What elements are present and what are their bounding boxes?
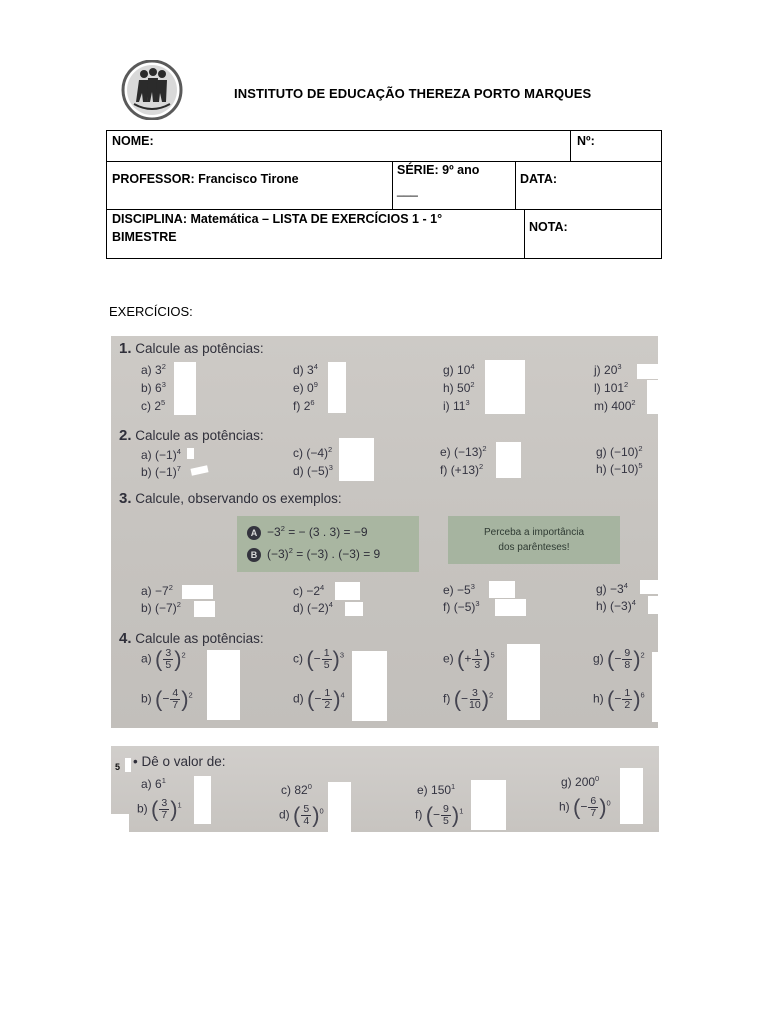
answer-cover-box	[352, 651, 387, 721]
q3-item-e: $e) -5^3$	[443, 582, 475, 597]
question-number: 4.	[119, 630, 132, 647]
numero-field-label: Nº:	[577, 134, 595, 148]
q1-item-g: g) $10^4$	[443, 362, 475, 377]
answer-cover-box	[637, 364, 658, 379]
nota-field-label: NOTA:	[529, 220, 568, 234]
q2-item-f: f) $(+13)^2$	[440, 462, 484, 477]
worksheet-photo-exercise-5	[111, 746, 659, 832]
q3-item-c: $c) -2^4$	[293, 583, 325, 598]
q1-item-m: m) $400^2$	[594, 398, 636, 413]
example-a-badge: A	[247, 526, 261, 540]
q4-item-g: g) (− $\frac{9}{8}$ )$^2$	[593, 646, 645, 672]
answer-cover-box	[187, 448, 194, 459]
question-text: Calcule as potências:	[135, 631, 264, 646]
q1-item-f: f) $2^6$	[293, 398, 315, 413]
question-1-title	[119, 340, 264, 357]
answer-cover-box	[111, 814, 129, 832]
serie-blank-line: ___	[397, 183, 418, 197]
question-number: 1.	[119, 340, 132, 357]
q1-item-e: e) $0^9$	[293, 380, 318, 395]
answer-cover-box	[190, 465, 208, 475]
institution-name: INSTITUTO DE EDUCAÇÃO THEREZA PORTO MARQUES	[234, 86, 592, 101]
table-col-divider	[570, 131, 571, 161]
answer-cover-box	[194, 776, 211, 824]
q4-item-f: f) (− $\frac{3}{10}$ )$^2$	[443, 686, 494, 712]
q2-item-b: b) $(-1)^7$	[141, 464, 181, 479]
q1-item-h: h) $50^2$	[443, 380, 475, 395]
student-info-table	[106, 130, 662, 259]
table-row-divider	[107, 161, 661, 162]
q5-item-f: f) (− $\frac{9}{5}$ )$^1$	[415, 802, 464, 828]
answer-cover-box	[471, 780, 506, 830]
q3-item-f: f) $(-5)^3$	[443, 599, 480, 614]
q1-item-a: a) $3^2$	[141, 362, 166, 377]
question-text: Dê o valor de:	[141, 754, 226, 769]
question-5-title: • Dê o valor de:	[133, 754, 226, 769]
q4-item-h: h) (− $\frac{1}{2}$ )$^6$	[593, 686, 645, 712]
answer-cover-box	[640, 580, 658, 594]
q1-item-c: c) $2^5$	[141, 398, 166, 413]
question-4-title	[119, 630, 264, 647]
q2-item-e: e) $(-13)^2$	[440, 444, 487, 459]
q4-item-a: a) ( $\frac{3}{5}$ )$^2$	[141, 646, 186, 672]
worksheet-photo-exercises-1-4	[111, 336, 658, 728]
disciplina-field-line1: DISCIPLINA: Matemática – LISTA DE EXERCÍCIOS 1 - 1°	[112, 212, 443, 226]
parentheses-note-box	[448, 516, 620, 564]
q2-item-g: g) $(-10)^2$	[596, 444, 643, 459]
answer-cover-box	[485, 360, 525, 414]
answer-cover-box	[489, 581, 515, 598]
q1-item-i: i) $11^3$	[443, 398, 470, 413]
answer-cover-box	[207, 650, 240, 720]
note-line-1: Perceba a importância	[483, 527, 585, 538]
q1-item-b: b) $6^3$	[141, 380, 166, 395]
answer-cover-box	[125, 758, 131, 772]
q5-item-c: c) $82^0$	[281, 782, 312, 797]
exercises-heading: EXERCÍCIOS:	[109, 304, 193, 319]
example-b: B $(-3)^2 = (-3)$ . (−3) = 9	[247, 546, 380, 562]
table-col-divider	[392, 161, 393, 209]
table-row-divider	[107, 209, 661, 210]
table-col-divider	[524, 209, 525, 259]
q3-item-g: $g) -3^4$	[596, 581, 628, 596]
q4-item-b: b) (− $\frac{4}{7}$ )$^2$	[141, 686, 193, 712]
answer-cover-box	[174, 362, 196, 415]
question-number: 3.	[119, 490, 132, 507]
question-text: Calcule as potências:	[135, 341, 264, 356]
q2-item-d: d) $(-5)^3$	[293, 463, 333, 478]
serie-field: SÉRIE: 9º ano	[397, 163, 480, 177]
q5-item-b: b) ( $\frac{3}{7}$ )$^1$	[137, 796, 182, 822]
q2-item-c: c) $(-4)^2$	[293, 445, 333, 460]
q5-item-d: d) ( $\frac{5}{4}$ )$^0$	[279, 802, 324, 828]
q1-item-l: l) $101^2$	[594, 380, 629, 395]
note-line-2: dos parênteses!	[498, 542, 570, 553]
professor-field: PROFESSOR: Francisco Tirone	[112, 172, 299, 186]
q1-item-j: j) $20^3$	[594, 362, 622, 377]
question-text: Calcule, observando os exemplos:	[135, 491, 342, 506]
answer-cover-box	[194, 601, 215, 617]
q5-item-g: g) $200^0$	[561, 774, 600, 789]
answer-cover-box	[328, 782, 351, 832]
example-b-badge: B	[247, 548, 261, 562]
q3-item-b: b) $(-7)^2$	[141, 600, 181, 615]
q3-item-h: h) $(-3)^4$	[596, 598, 636, 613]
answer-cover-box	[335, 582, 360, 600]
question-text: Calcule as potências:	[135, 428, 264, 443]
q5-item-e: e) $150^1$	[417, 782, 456, 797]
answer-cover-box	[507, 644, 540, 720]
answer-cover-box	[345, 602, 363, 616]
q2-item-h: h) $(-10)^5$	[596, 461, 643, 476]
data-field-label: DATA:	[520, 172, 558, 186]
q4-item-d: d) (− $\frac{1}{2}$ )$^4$	[293, 686, 345, 712]
question-2-title	[119, 427, 264, 444]
q3-item-d: d) $(-2)^4$	[293, 600, 333, 615]
q3-item-a: $a) -7^2$	[141, 583, 173, 598]
example-a: $A -3^2$ = − (3 . 3) = −9	[247, 524, 368, 540]
nome-field-label: NOME:	[112, 134, 154, 148]
answer-cover-box	[620, 768, 643, 824]
q4-item-e: e) (+ $\frac{1}{3}$ )$^5$	[443, 646, 495, 672]
answer-cover-box	[182, 585, 213, 599]
disciplina-field-line2: BIMESTRE	[112, 230, 177, 244]
answer-cover-box	[495, 599, 526, 616]
q4-item-c: c) (− $\frac{1}{5}$ )$^3$	[293, 646, 345, 672]
question-number: 2.	[119, 427, 132, 444]
q5-item-h: h) (− $\frac{6}{7}$ )$^0$	[559, 794, 611, 820]
table-col-divider	[515, 161, 516, 209]
answer-cover-box	[339, 438, 374, 481]
answer-cover-box	[652, 652, 658, 722]
question-3-title	[119, 490, 342, 507]
q5-item-a: a) $6^1$	[141, 776, 166, 791]
answer-cover-box	[496, 442, 521, 478]
answer-cover-box	[328, 362, 346, 413]
answer-cover-box	[648, 596, 658, 614]
examples-box	[237, 516, 419, 572]
question-5-marker: 5	[115, 762, 121, 772]
q1-item-d: d) $3^4$	[293, 362, 318, 377]
answer-cover-box	[647, 380, 658, 414]
q2-item-a: a) $(-1)^4$	[141, 447, 181, 462]
school-logo-students-icon	[120, 60, 184, 120]
